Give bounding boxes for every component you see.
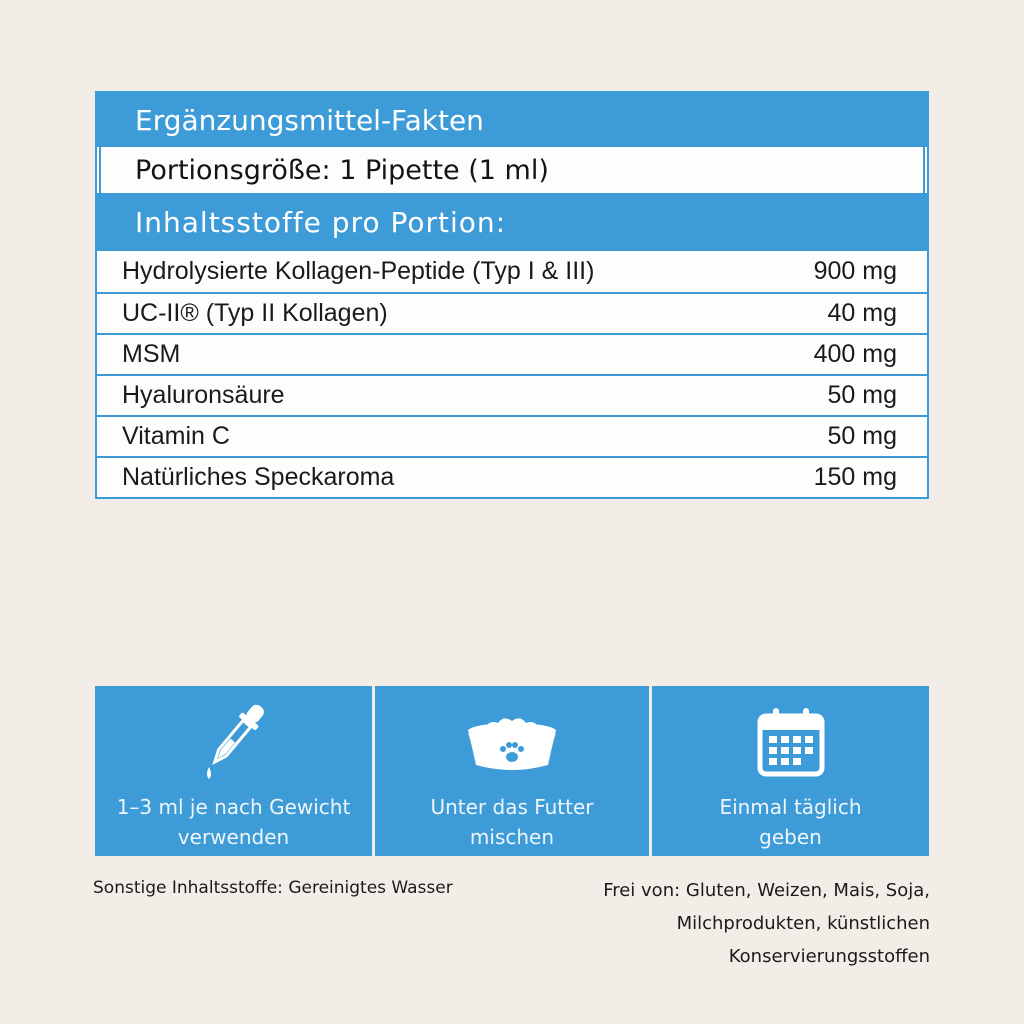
facts-title: Ergänzungsmittel-Fakten [97, 93, 927, 147]
ingredient-amount: 50 mg [827, 422, 897, 450]
mix-food-text: Unter das Futter mischen [430, 795, 594, 849]
supplement-facts-panel [95, 91, 929, 499]
ingredient-amount: 400 mg [813, 340, 897, 368]
daily-text: Einmal täglich geben [719, 795, 862, 849]
food-bowl-icon [462, 686, 562, 792]
serving-size: Portionsgröße: 1 Pipette (1 ml) [99, 147, 925, 193]
table-row [97, 415, 927, 456]
ingredient-name: Vitamin C [122, 422, 230, 450]
mix-food-tile [375, 686, 649, 856]
other-ingredients-note: Sonstige Inhaltsstoffe: Gereinigtes Wasser [93, 878, 453, 898]
table-row [97, 333, 927, 374]
usage-tiles [95, 686, 929, 856]
table-row [97, 456, 927, 497]
ingredient-name: Natürliches Speckaroma [122, 463, 395, 491]
ingredient-amount: 150 mg [813, 463, 897, 491]
dosage-tile [95, 686, 372, 856]
ingredient-amount: 50 mg [827, 381, 897, 409]
ingredient-name: Hyaluronsäure [122, 381, 285, 409]
ingredient-name: UC-II® (Typ II Kollagen) [122, 299, 388, 327]
table-row [97, 374, 927, 415]
ingredient-amount: 900 mg [813, 257, 897, 285]
ingredient-name: MSM [122, 340, 181, 368]
ingredient-amount: 40 mg [827, 299, 897, 327]
ingredients-table [97, 251, 927, 497]
table-row [97, 292, 927, 333]
table-row [97, 251, 927, 292]
ingredients-heading: Inhaltsstoffe pro Portion: [97, 193, 927, 251]
calendar-icon [756, 686, 826, 792]
dosage-text: 1–3 ml je nach Gewicht verwenden [116, 795, 351, 849]
daily-tile [652, 686, 929, 856]
free-from-note: Frei von: Gluten, Weizen, Mais, Soja, Milchprodukten, künstlichen Konservierungsstoffen [603, 880, 930, 967]
dropper-icon [194, 686, 274, 792]
ingredient-name: Hydrolysierte Kollagen-Peptide (Typ I & III) [122, 257, 595, 285]
